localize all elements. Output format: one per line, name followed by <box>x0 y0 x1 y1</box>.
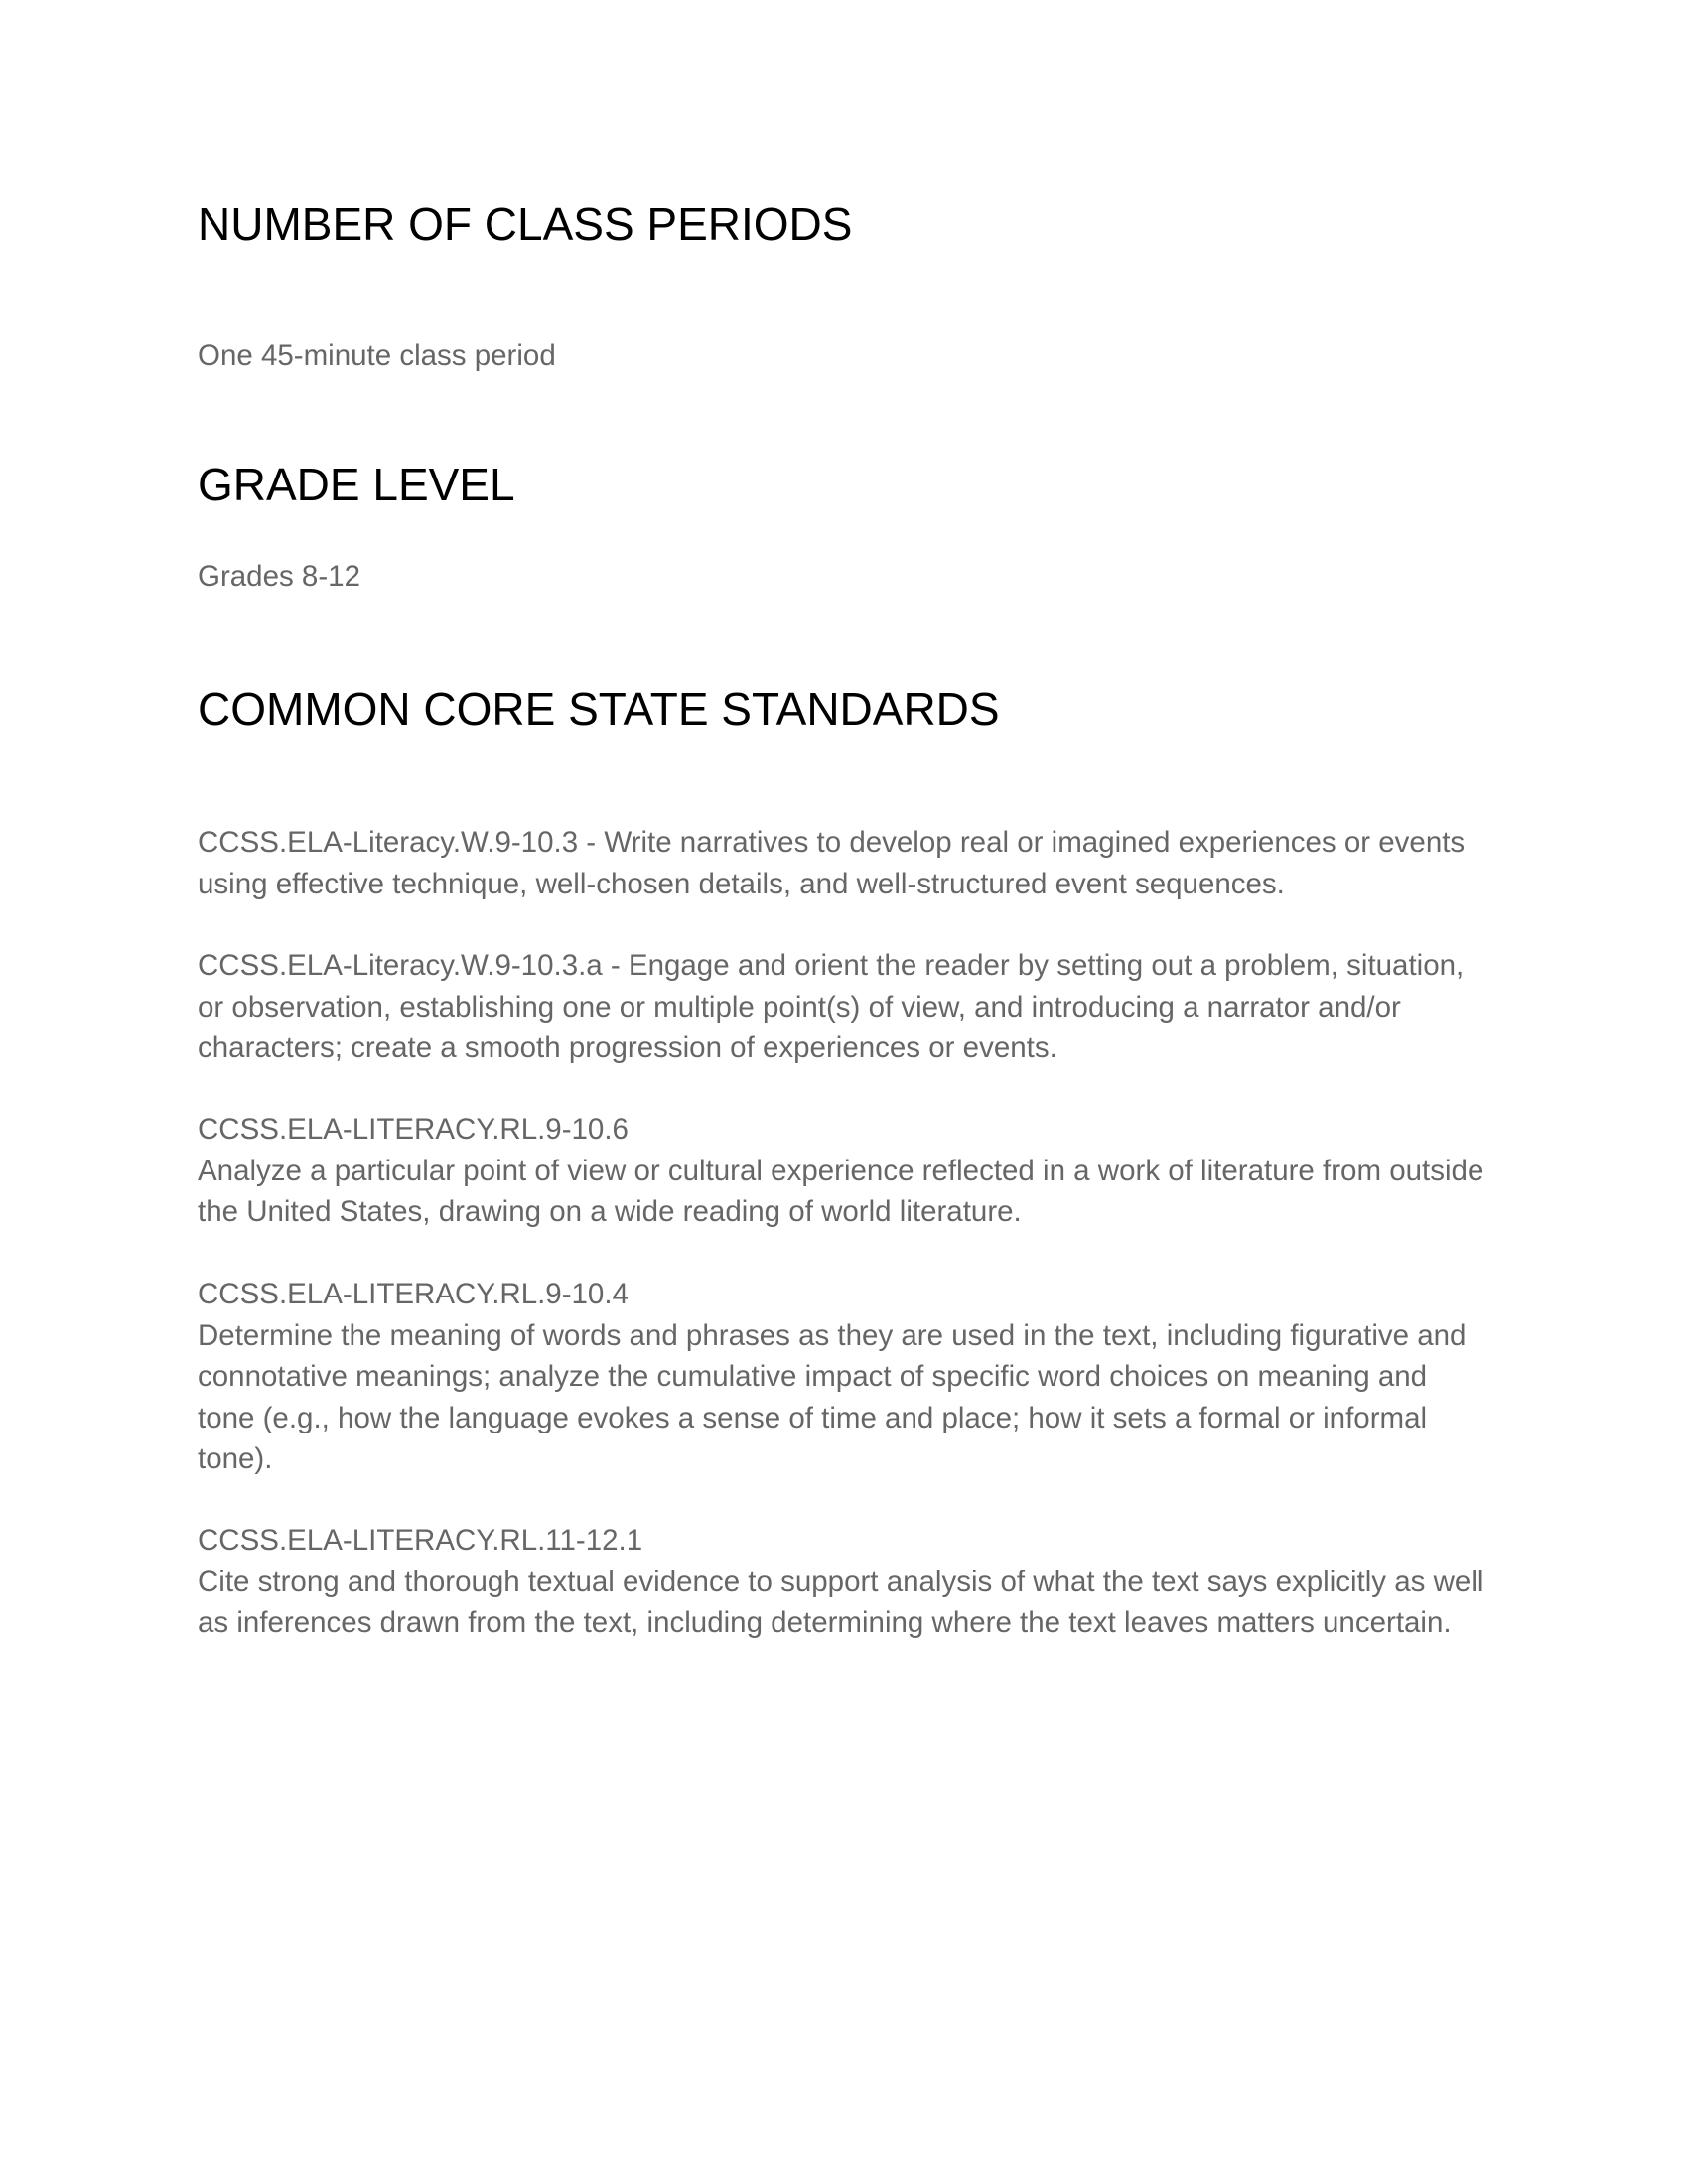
standard-text: Analyze a particular point of view or cultural experience reflected in a work of literature from outside the United States, drawing on a wide reading of world literature. <box>198 1154 1484 1228</box>
grade-level-heading: GRADE LEVEL <box>198 459 515 510</box>
standard-item <box>198 1520 1488 1644</box>
standard-text: Determine the meaning of words and phrases as they are used in the text, including figurative and connotative meanings; analyze the cumulative impact of specific word choices on meaning and tone (e.g., how the language evokes a sense of time and place; how it sets a formal or informal tone). <box>198 1318 1467 1475</box>
standard-text: CCSS.ELA-Literacy.W.9-10.3 - Write narratives to develop real or imagined experiences or events using effective technique, well-chosen details, and well-structured event sequences. <box>198 826 1466 900</box>
standard-code: CCSS.ELA-LITERACY.RL.11-12.1 <box>198 1524 643 1557</box>
standard-text: CCSS.ELA-Literacy.W.9-10.3.a - Engage and orient the reader by setting out a problem, situation, or observation, establishing one or multiple point(s) of view, and introducing a narrator and/or characters; create a smooth progression of experiences or events. <box>198 949 1465 1064</box>
standard-code: CCSS.ELA-LITERACY.RL.9-10.6 <box>198 1113 629 1146</box>
standard-text: Cite strong and thorough textual evidence to support analysis of what the text says explicitly as well as inferences drawn from the text, including determining where the text leaves matters uncertain. <box>198 1565 1484 1639</box>
standards-heading: COMMON CORE STATE STANDARDS <box>198 683 1000 735</box>
class-periods-text: One 45-minute class period <box>198 340 556 372</box>
standard-item <box>198 945 1488 1069</box>
grade-level-text: Grades 8-12 <box>198 560 360 593</box>
standard-item <box>198 822 1488 904</box>
standard-item <box>198 1109 1488 1233</box>
standard-item <box>198 1274 1488 1480</box>
standard-code: CCSS.ELA-LITERACY.RL.9-10.4 <box>198 1278 629 1310</box>
class-periods-heading: NUMBER OF CLASS PERIODS <box>198 199 853 250</box>
